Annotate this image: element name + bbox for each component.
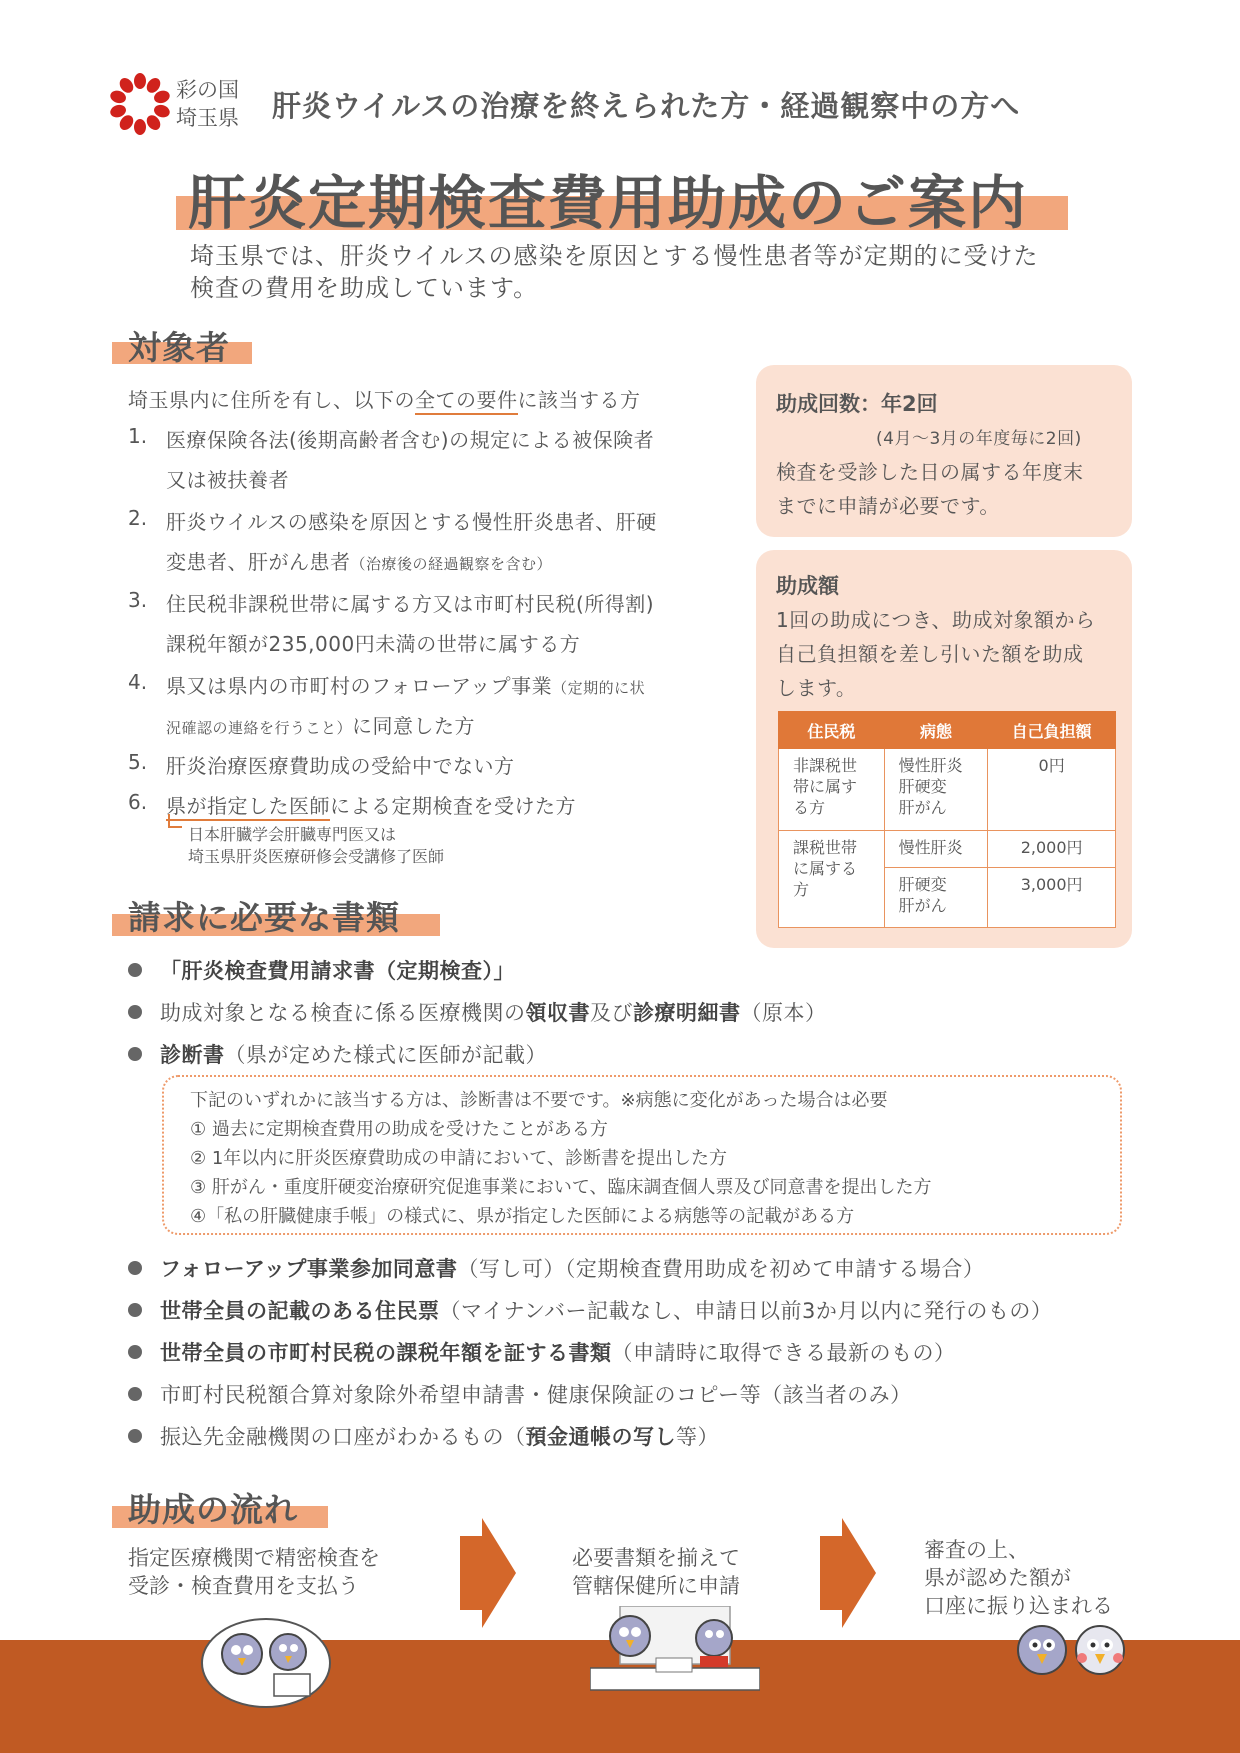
frequency-heading: 助成回数：年2回 bbox=[776, 392, 938, 416]
mascot-pair-illustration bbox=[1012, 1620, 1128, 1680]
document-item-1: 「肝炎検査費用請求書（定期検査）」 bbox=[128, 955, 515, 985]
flow-step-1: 指定医療機関で精密検査を 受診・検査費用を支払う bbox=[128, 1546, 380, 1598]
intro-line-2: 検査の費用を助成しています。 bbox=[190, 274, 539, 302]
eligibility-item-1: 医療保険各法(後期高齢者含む)の規定による被保険者 bbox=[166, 428, 655, 452]
eligibility-heading: 対象者 bbox=[128, 328, 230, 367]
flow-heading: 助成の流れ bbox=[128, 1490, 298, 1529]
fee-cell: 3,000円 bbox=[988, 868, 1116, 928]
arrow-right-icon bbox=[820, 1518, 876, 1628]
doctor-note-line-1: 日本肝臓学会肝臓専門医又は bbox=[188, 825, 397, 844]
item-number: 5. bbox=[128, 750, 148, 774]
eligibility-item-6: 県が指定した医師による定期検査を受けた方 bbox=[166, 790, 576, 819]
eligibility-item-2: 肝炎ウイルスの感染を原因とする慢性肝炎患者、肝硬 bbox=[166, 510, 657, 534]
page-title: 肝炎定期検査費用助成のご案内 bbox=[188, 169, 1029, 237]
tax-cell: 非課税世 帯に属す る方 bbox=[779, 749, 885, 831]
amount-line-3: します。 bbox=[776, 676, 857, 700]
eligibility-item-4-cont: 況確認の連絡を行うこと）に同意した方 bbox=[166, 714, 476, 738]
frequency-sub: (4月～3月の年度毎に2回) bbox=[876, 429, 1082, 449]
documents-heading: 請求に必要な書類 bbox=[128, 898, 400, 937]
document-item-7: 市町村民税額合算対象除外希望申請書・健康保険証のコピー等（該当者のみ） bbox=[128, 1379, 912, 1409]
condition-cell: 慢性肝炎 bbox=[884, 831, 988, 868]
amount-line-1: 1回の助成につき、助成対象額から bbox=[776, 608, 1096, 632]
frequency-line-1: 検査を受診した日の属する年度末 bbox=[776, 460, 1084, 484]
table-header-row bbox=[779, 712, 1116, 749]
eligibility-item-2-cont: 変患者、肝がん患者（治療後の経過観察を含む） bbox=[166, 550, 553, 574]
document-item-3: 診断書（県が定めた様式に医師が記載） bbox=[128, 1039, 547, 1069]
eligibility-item-3-cont: 課税年額が235,000円未満の世帯に属する方 bbox=[166, 632, 581, 656]
item-number: 6. bbox=[128, 790, 148, 814]
mascot-clinic-illustration bbox=[200, 1608, 332, 1708]
eligibility-item-3: 住民税非課税世帯に属する方又は市町村民税(所得割) bbox=[166, 592, 655, 616]
note-bracket bbox=[168, 814, 182, 828]
eligibility-lead: 埼玉県内に住所を有し、以下の全ての要件に該当する方 bbox=[128, 384, 641, 413]
table-row bbox=[779, 749, 1116, 831]
doctor-note-line-2: 埼玉県肝炎医療研修会受講修了医師 bbox=[188, 847, 445, 866]
col-header-condition: 病態 bbox=[884, 712, 988, 749]
eligibility-item-4: 県又は県内の市町村のフォローアップ事業（定期的に状 bbox=[166, 674, 646, 698]
eligibility-item-5: 肝炎治療医療費助成の受給中でない方 bbox=[166, 754, 515, 778]
fee-cell: 0円 bbox=[988, 749, 1116, 831]
col-header-tax: 住民税 bbox=[779, 712, 885, 749]
exemption-lead: 下記のいずれかに該当する方は、診断書は不要です。※病態に変化があった場合は必要 bbox=[190, 1090, 888, 1111]
fee-cell: 2,000円 bbox=[988, 831, 1116, 868]
exemption-item-3: ③ 肝がん・重度肝硬変治療研究促進事業において、臨床調査個人票及び同意書を提出した方 bbox=[190, 1177, 932, 1198]
fee-table bbox=[778, 711, 1116, 928]
flow-step-2: 必要書類を揃えて 管轄保健所に申請 bbox=[572, 1546, 740, 1598]
intro-line-1: 埼玉県では、肝炎ウイルスの感染を原因とする慢性患者等が定期的に受けた bbox=[190, 242, 1039, 270]
document-item-2: 助成対象となる検査に係る医療機関の領収書及び診療明細書（原本） bbox=[128, 997, 827, 1027]
amount-line-2: 自己負担額を差し引いた額を助成 bbox=[776, 642, 1084, 666]
mascot-office-illustration bbox=[590, 1606, 760, 1692]
saitama-logo-icon bbox=[108, 72, 172, 136]
col-header-fee: 自己負担額 bbox=[988, 712, 1116, 749]
amount-heading: 助成額 bbox=[776, 574, 839, 598]
document-item-5: 世帯全員の記載のある住民票（マイナンバー記載なし、申請日以前3か月以内に発行のもの） bbox=[128, 1295, 1052, 1325]
condition-cell: 肝硬変 肝がん bbox=[884, 868, 988, 928]
flow-step-3: 審査の上、 県が認めた額が 口座に振り込まれる bbox=[924, 1538, 1113, 1618]
tagline: 肝炎ウイルスの治療を終えられた方・経過観察中の方へ bbox=[272, 89, 1021, 123]
document-item-8: 振込先金融機関の口座がわかるもの（預金通帳の写し等） bbox=[128, 1421, 719, 1451]
document-item-4: フォローアップ事業参加同意書（写し可）（定期検査費用助成を初めて申請する場合） bbox=[128, 1253, 984, 1283]
item-number: 4. bbox=[128, 670, 148, 694]
eligibility-item-1-cont: 又は被扶養者 bbox=[166, 468, 289, 492]
tax-cell: 課税世帯 に属する 方 bbox=[779, 831, 885, 928]
exemption-item-4: ④「私の肝臓健康手帳」の様式に、県が指定した医師による病態等の記載がある方 bbox=[190, 1206, 855, 1227]
prefecture-name: 彩の国 埼玉県 bbox=[176, 78, 239, 130]
arrow-right-icon bbox=[460, 1518, 516, 1628]
table-row bbox=[779, 831, 1116, 868]
exemption-item-2: ② 1年以内に肝炎医療費助成の申請において、診断書を提出した方 bbox=[190, 1148, 727, 1169]
item-number: 2. bbox=[128, 506, 148, 530]
frequency-line-2: までに申請が必要です。 bbox=[776, 494, 1000, 518]
exemption-item-1: ① 過去に定期検査費用の助成を受けたことがある方 bbox=[190, 1119, 608, 1140]
item-number: 1. bbox=[128, 424, 148, 448]
document-item-6: 世帯全員の市町村民税の課税年額を証する書類（申請時に取得できる最新のもの） bbox=[128, 1337, 956, 1367]
item-number: 3. bbox=[128, 588, 148, 612]
condition-cell: 慢性肝炎 肝硬変 肝がん bbox=[884, 749, 988, 831]
